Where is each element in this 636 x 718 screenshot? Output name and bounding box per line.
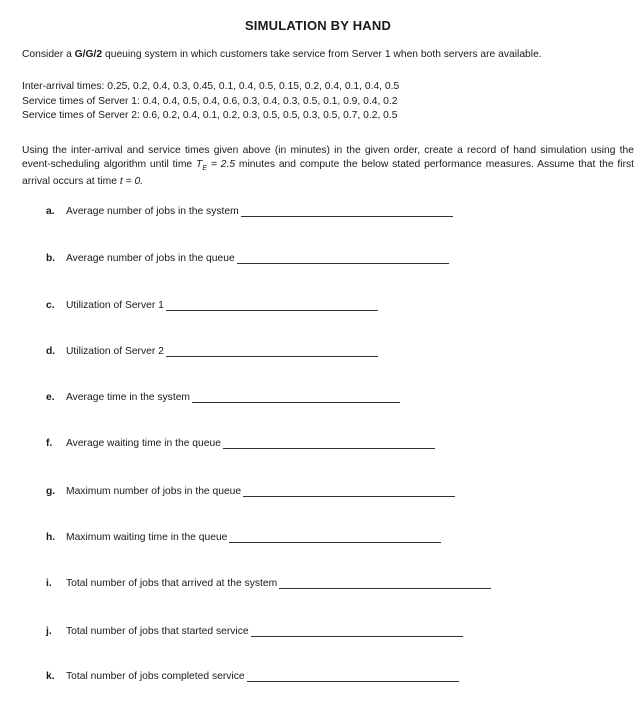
question-letter: g. bbox=[46, 486, 56, 497]
question-item bbox=[46, 300, 378, 311]
question-text: Utilization of Server 1 bbox=[66, 300, 164, 311]
server2-service-times: Service times of Server 2: 0.6, 0.2, 0.4, 0.1, 0.2, 0.3, 0.5, 0.5, 0.3, 0.5, 0.7, 0.2, 0.5 bbox=[22, 110, 398, 121]
question-text: Maximum waiting time in the queue bbox=[66, 532, 228, 543]
inter-arrival-times: Inter-arrival times: 0.25, 0.2, 0.4, 0.3, 0.45, 0.1, 0.4, 0.5, 0.15, 0.2, 0.4, 0.1, 0.4, 0.5 bbox=[22, 81, 400, 92]
answer-blank[interactable] bbox=[279, 579, 491, 589]
question-text: Total number of jobs completed service bbox=[66, 671, 245, 682]
question-item bbox=[46, 486, 455, 497]
answer-blank[interactable] bbox=[247, 672, 459, 682]
question-letter: f. bbox=[46, 438, 53, 449]
answer-blank[interactable] bbox=[192, 393, 400, 403]
question-letter: e. bbox=[46, 392, 55, 403]
question-text: Utilization of Server 2 bbox=[66, 346, 164, 357]
instr-part2: minutes and compute the below stated performance measures. Assume that the first arrival occurs at time bbox=[22, 158, 635, 188]
instructions-paragraph bbox=[22, 144, 634, 189]
question-letter: d. bbox=[46, 346, 56, 357]
instr-part1: Using the inter-arrival and service times given above (in minutes) in the given order, create a record of hand simulation using the event-scheduling algorithm until time bbox=[22, 145, 634, 170]
t-variable: t bbox=[119, 176, 123, 188]
answer-blank[interactable] bbox=[241, 207, 453, 217]
te-variable: $T_E$ bbox=[196, 158, 207, 172]
question-item bbox=[46, 532, 441, 543]
page-title: SIMULATION BY HAND bbox=[244, 18, 392, 33]
question-letter: h. bbox=[46, 532, 56, 543]
question-item bbox=[46, 626, 463, 637]
answer-blank[interactable] bbox=[166, 301, 378, 311]
intro-before: Consider a bbox=[22, 49, 75, 60]
question-letter: j. bbox=[46, 626, 52, 637]
question-item bbox=[46, 578, 491, 589]
question-letter: a. bbox=[46, 206, 55, 217]
question-item bbox=[46, 253, 449, 264]
question-letter: k. bbox=[46, 671, 55, 682]
answer-blank[interactable] bbox=[237, 254, 449, 264]
question-text: Total number of jobs that started service bbox=[66, 626, 249, 637]
answer-blank[interactable] bbox=[223, 439, 435, 449]
input-data-block bbox=[22, 80, 622, 124]
question-letter: b. bbox=[46, 253, 56, 264]
question-text: Average time in the system bbox=[66, 392, 190, 403]
question-text: Average number of jobs in the system bbox=[66, 206, 239, 217]
question-letter: c. bbox=[46, 300, 55, 311]
question-item bbox=[46, 671, 459, 682]
question-text: Maximum number of jobs in the queue bbox=[66, 486, 242, 497]
answer-blank[interactable] bbox=[243, 487, 455, 497]
answer-blank[interactable] bbox=[229, 533, 441, 543]
intro-after: queuing system in which customers take service from Server 1 when both servers are available. bbox=[102, 49, 542, 60]
question-item bbox=[46, 206, 453, 217]
intro-paragraph bbox=[22, 48, 622, 61]
question-text: Total number of jobs that arrived at the system bbox=[66, 578, 278, 589]
question-text: Average number of jobs in the queue bbox=[66, 253, 235, 264]
answer-blank[interactable] bbox=[251, 627, 463, 637]
question-item bbox=[46, 392, 400, 403]
t-value: = 0. bbox=[122, 176, 144, 188]
question-item bbox=[46, 438, 435, 449]
question-letter: i. bbox=[46, 578, 52, 589]
answer-blank[interactable] bbox=[166, 347, 378, 357]
te-value: = 2.5 bbox=[206, 158, 236, 170]
system-notation: G/G/2 bbox=[74, 49, 103, 60]
question-text: Average waiting time in the queue bbox=[66, 438, 221, 449]
server1-service-times: Service times of Server 1: 0.4, 0.4, 0.5, 0.4, 0.6, 0.3, 0.4, 0.3, 0.5, 0.1, 0.9, 0.4, 0.2 bbox=[22, 95, 398, 107]
question-item bbox=[46, 346, 378, 357]
